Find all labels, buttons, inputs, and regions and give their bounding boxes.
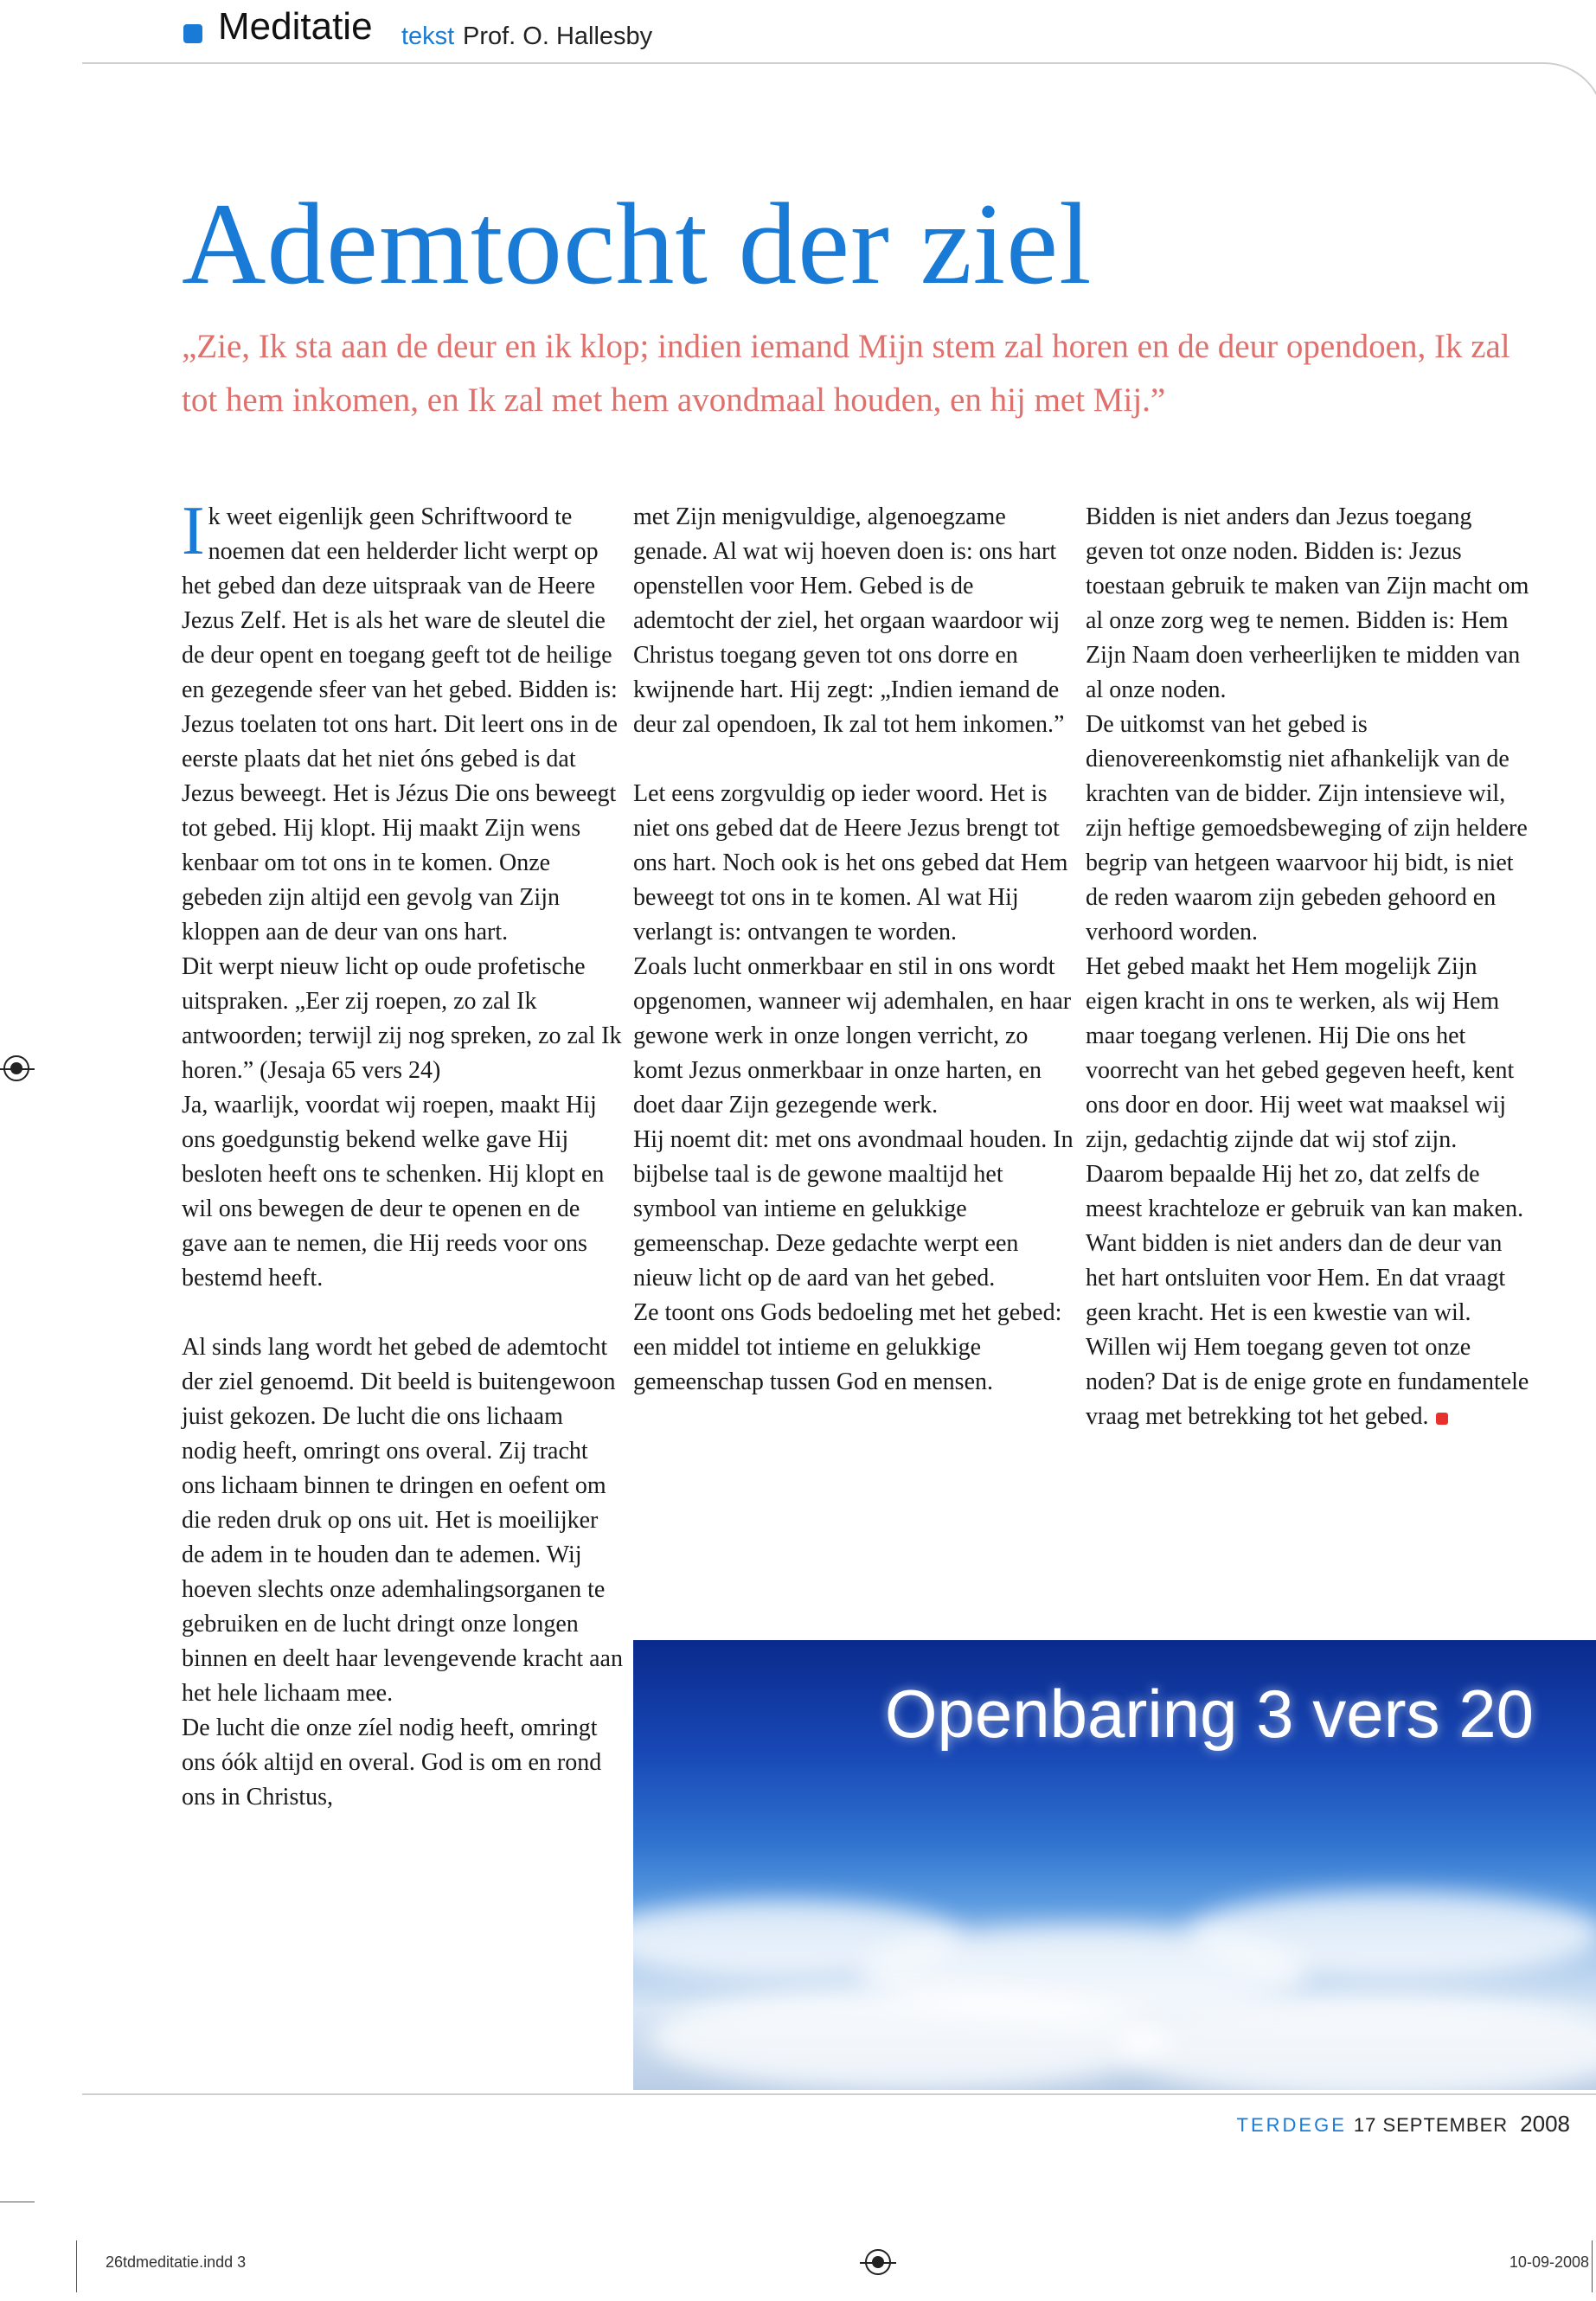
author-name: Prof. O. Hallesby (463, 22, 653, 50)
section-marker-icon (183, 24, 202, 43)
registration-mark-icon (3, 1055, 29, 1081)
slug-date: 10-09-2008 (1509, 2253, 1589, 2271)
paragraph: De lucht die onze zíel nodig heeft, omringt ons óók altijd en overal. God is om en rond ons in Christus, (182, 1715, 602, 1811)
article-title: Ademtocht der ziel (182, 180, 1093, 309)
slug-filename: 26tdmeditatie.indd 3 (106, 2253, 247, 2271)
paragraph (1086, 950, 1535, 1434)
paragraph: Hij noemt dit: met ons avondmaal houden. In bijbelse taal is de gewone maaltijd het symbool van intieme en gelukkige gemeenschap. Deze gedachte werpt een nieuw licht op de aard van het gebed. (633, 1126, 1074, 1292)
tekst-label: tekst (401, 22, 455, 50)
magazine-name: TERDEGE (1236, 2114, 1347, 2136)
body-column-2 (633, 500, 1074, 1400)
slug-page: 3 (237, 2253, 247, 2271)
crop-mark (1592, 2240, 1593, 2292)
paragraph: De uitkomst van het gebed is dienovereenkomstig niet afhankelijk van de krachten van de bidder. Zijn intensieve wil, zijn heftige gemoedsbeweging of zijn heldere begrip van hetgeen waarvoor hij bidt, is niet de reden waarom zijn gebeden gehoord en verhoord worden. (1086, 711, 1528, 945)
paragraph-text: Het gebed maakt het Hem mogelijk Zijn eigen kracht in ons te werken, als wij Hem maar toegang verlenen. Hij Die ons het voorrecht van het gebed gegeven heeft, kent ons door en door. Hij weet wat maaksel wij zijn, gedachtig zijnde dat wij stof zijn. Daarom bepaalde Hij het zo, dat zelfs de meest krachteloze er gebruik van kan maken. Want bidden is niet anders dan de deur van het hart ontsluiten voor Hem. En dat vraagt geen kracht. Het is een kwestie van wil. Willen wij Hem toegang geven tot onze noden? Dat is de enige grote en fundamentele vraag met betrekking tot het gebed. (1086, 953, 1529, 1430)
sky-clouds-image (633, 1640, 1596, 2090)
paragraph: Let eens zorgvuldig op ieder woord. Het is niet ons gebed dat de Heere Jezus brengt tot ons hart. Noch ook is het ons gebed dat Hem beweegt tot ons in te komen. Al wat Hij verlangt is: ontvangen te worden. (633, 780, 1068, 945)
crop-mark (76, 2240, 77, 2292)
paragraph: Al sinds lang wordt het gebed de ademtocht der ziel genoemd. Dit beeld is buitengewoon juist gekozen. De lucht die ons lichaam nodig heeft, omringt ons overal. Zij tracht ons lichaam binnen te dringen en oefent om die reden druk op ons uit. Het is moeilijker de adem in te houden dan te ademen. Wij hoeven slechts onze ademhalingsorganen te gebruiken en de lucht dringt onze longen binnen en deelt haar levengevende kracht aan het hele lichaam mee. (182, 1334, 623, 1707)
section-label: Meditatie (218, 5, 373, 48)
paragraph: met Zijn menigvuldige, algenoegzame genade. Al wat wij hoeven doen is: ons hart openstellen voor Hem. Gebed is de ademtocht der ziel, het orgaan waardoor wij Christus toegang geven tot ons dorre en kwijnende hart. Hij zegt: „Indien iemand de deur zal opendoen, Ik zal tot hem inkomen.” (633, 503, 1065, 738)
issue-year: 2008 (1520, 2111, 1570, 2137)
cloud-shape (651, 1986, 1170, 2090)
paragraph-text: k weet eigenlijk geen Schriftwoord te noemen dat een helderder licht werpt op het gebed dan deze uitspraak van de Heere Jezus Zelf. Het is als het ware de sleutel die de deur opent en toegang geeft tot de heilige en gezegende sfeer van het gebed. Bidden is: Jezus toelaten tot ons hart. Dit leert ons in de eerste plaats dat het niet óns gebed is dat Jezus beweegt. Het is Jézus Die ons beweegt tot gebed. Hij klopt. Hij maakt Zijn wens kenbaar om tot ons in te komen. Onze gebeden zijn altijd een gevolg van Zijn kloppen aan de deur van ons hart. (182, 503, 618, 945)
paragraph: Bidden is niet anders dan Jezus toegang geven tot onze noden. Bidden is: Jezus toestaan gebruik te maken van Zijn macht om al onze zorg weg te nemen. Bidden is: Hem Zijn Naam doen verheerlijken te midden van al onze noden. (1086, 503, 1529, 703)
registration-mark-icon (865, 2249, 891, 2275)
page-footer (1237, 2111, 1570, 2138)
drop-cap: I (182, 493, 205, 569)
paragraph: Dit werpt nieuw licht op oude profetische uitspraken. „Eer zij roepen, zo zal Ik antwoorden; terwijl zij nog spreken, zo zal Ik horen.” (Jesaja 65 vers 24) (182, 953, 622, 1084)
image-caption: Openbaring 3 vers 20 (884, 1676, 1534, 1752)
issue-date: 17 SEPTEMBER (1353, 2114, 1509, 2136)
body-column-3 (1086, 500, 1535, 1434)
paragraph (182, 493, 623, 950)
scripture-quote: „Zie, Ik sta aan de deur en ik klop; indien iemand Mijn stem zal horen en de deur opendoen, Ik zal tot hem inkomen, en Ik zal met hem avondmaal houden, en hij met Mij.” (182, 328, 1510, 419)
paragraph: Zoals lucht onmerkbaar en stil in ons wordt opgenomen, wanneer wij ademhalen, en haar gewone werk in onze longen verricht, zo komt Jezus onmerkbaar in onze harten, en doet daar Zijn gezegende werk. (633, 953, 1072, 1118)
body-column-1 (182, 493, 623, 1815)
paragraph: Ze toont ons Gods bedoeling met het gebed: een middel tot intieme en gelukkige gemeenschap tussen God en mensen. (633, 1299, 1062, 1395)
cloud-shape (1187, 1891, 1596, 1977)
paragraph: Ja, waarlijk, voordat wij roepen, maakt Hij ons goedgunstig bekend welke gave Hij besloten heeft ons te schenken. Hij klopt en wil ons bewegen de deur te openen en de gave aan te nemen, die Hij reeds voor ons bestemd heeft. (182, 1092, 605, 1292)
end-mark-icon (1436, 1413, 1448, 1425)
